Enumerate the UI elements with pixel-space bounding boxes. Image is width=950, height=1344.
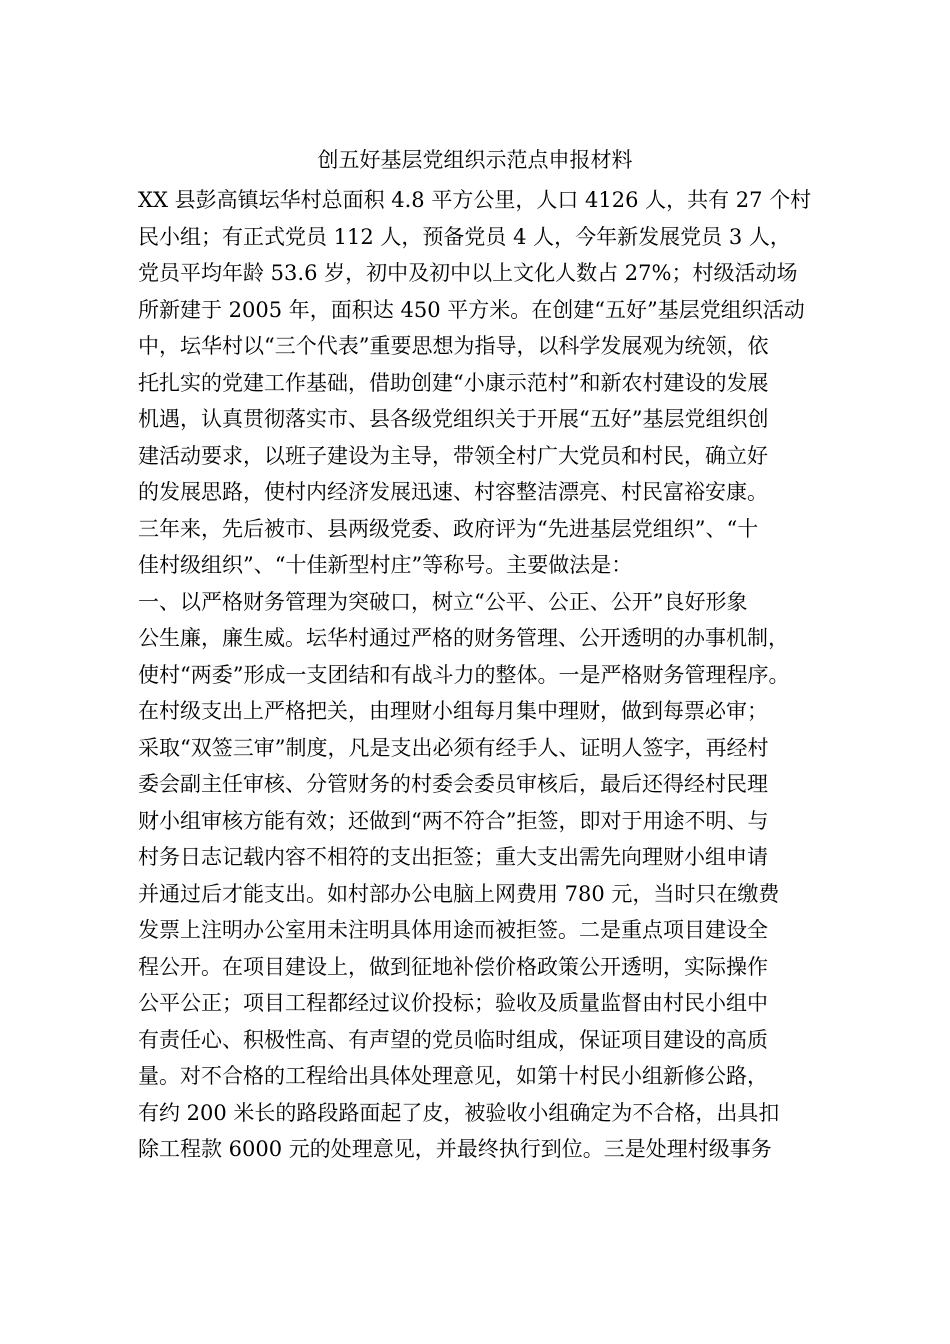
body-line: 佳村级组织”、“十佳新型村庄”等称号。主要做法是：	[138, 553, 633, 577]
body-line: 公生廉，廉生威。坛华村通过严格的财务管理、公开透明的办事机制，	[138, 626, 789, 650]
body-line: 程公开。在项目建设上，做到征地补偿价格政策公开透明，实际操作	[138, 954, 768, 979]
body-line: 所新建于 2005 年，面积达 450 平方米。在创建“五好”基层党组织活动	[138, 297, 805, 322]
body-line: 托扎实的党建工作基础，借助创建“小康示范村”和新农村建设的发展	[138, 370, 769, 395]
body-line: 的发展思路，使村内经济发展迅速、村容整洁漂亮、村民富裕安康。	[138, 480, 768, 504]
body-line: 建活动要求，以班子建设为主导，带领全村广大党员和村民，确立好	[138, 443, 768, 468]
body-line: 有约 200 米长的路段路面起了皮，被验收小组确定为不合格，出具扣	[138, 1100, 780, 1125]
body-line: 党员平均年龄 53.6 岁，初中及初中以上文化人数占 27%；村级活动场	[138, 261, 798, 285]
body-line: 发票上注明办公室用未注明具体用途而被拒签。二是重点项目建设全	[138, 918, 768, 942]
document-title: 创五好基层党组织示范点申报材料	[317, 148, 633, 172]
body-line: 机遇，认真贯彻落实市、县各级党组织关于开展“五好”基层党组织创	[138, 407, 769, 431]
body-line: 有责任心、积极性高、有声望的党员临时组成，保证项目建设的高质	[138, 1027, 768, 1052]
body-line: 三年来，先后被市、县两级党委、政府评为“先进基层党组织”、“十	[138, 516, 759, 541]
body-line: 公平公正；项目工程都经过议价投标；验收及质量监督由村民小组中	[138, 991, 768, 1015]
body-line: 除工程款 6000 元的处理意见，并最终执行到位。三是处理村级事务	[138, 1137, 772, 1161]
body-line: 在村级支出上严格把关，由理财小组每月集中理财，做到每票必审；	[138, 699, 768, 723]
body-line: 采取“双签三审”制度，凡是支出必须有经手人、证明人签字，再经村	[138, 735, 769, 760]
body-line: 一、以严格财务管理为突破口，树立“公平、公正、公开”良好形象	[138, 589, 748, 614]
body-line: 财小组审核方能有效；还做到“两不符合”拒签，即对于用途不明、与	[138, 808, 769, 833]
document-body	[138, 182, 828, 1168]
body-line: 并通过后才能支出。如村部办公电脑上网费用 780 元，当时只在缴费	[138, 881, 780, 906]
body-line: 量。对不合格的工程给出具体处理意见，如第十村民小组新修公路，	[138, 1064, 768, 1088]
body-line: 使村“两委”形成一支团结和有战斗力的整体。一是严格财务管理程序。	[138, 662, 790, 687]
body-line: 中，坛华村以“三个代表”重要思想为指导，以科学发展观为统领，依	[138, 334, 769, 358]
body-line: 民小组；有正式党员 112 人，预备党员 4 人，今年新发展党员 3 人，	[138, 224, 791, 249]
body-line: 村务日志记载内容不相符的支出拒签；重大支出需先向理财小组申请	[138, 845, 768, 869]
body-line: 委会副主任审核、分管财务的村委会委员审核后，最后还得经村民理	[138, 772, 768, 796]
body-line: XX 县彭高镇坛华村总面积 4.8 平方公里，人口 4126 人，共有 27 个村	[138, 188, 812, 212]
